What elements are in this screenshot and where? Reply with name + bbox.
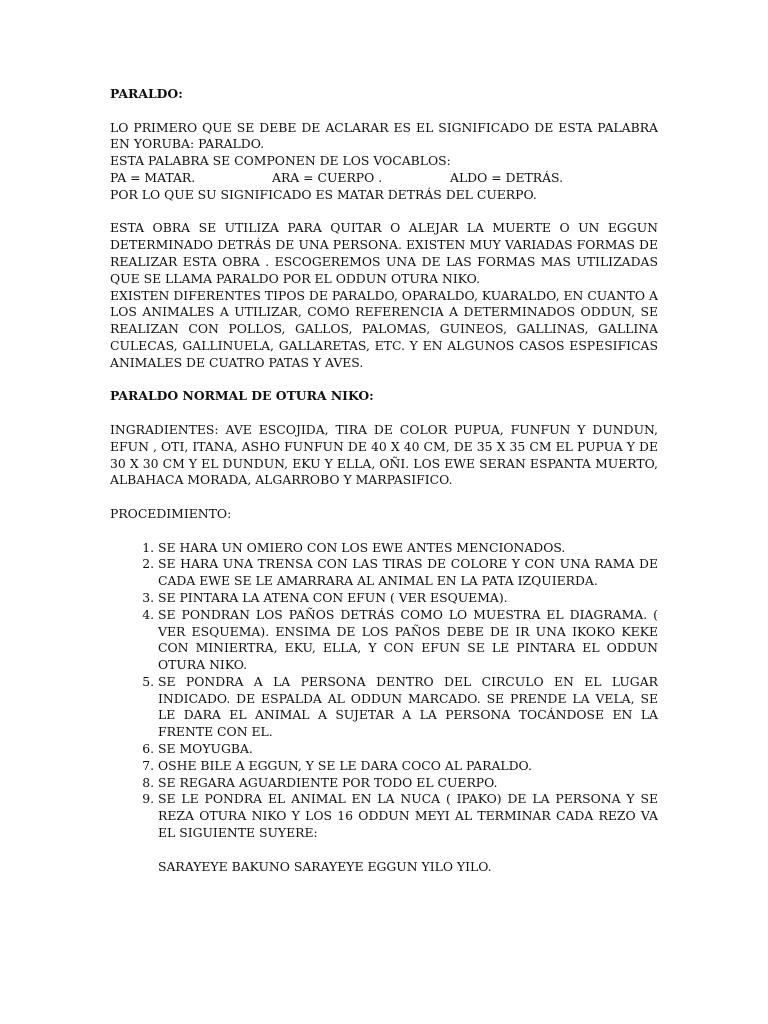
section-heading: PARALDO NORMAL DE OTURA NIKO:: [110, 388, 374, 404]
body-paragraph-2: EXISTEN DIFERENTES TIPOS DE PARALDO, OPARALDO, KUARALDO, EN CUANTO A LOS ANIMALES A UTILIZAR, COMO REFERENCIA A DETERMINADOS ODDUN, SE REALIZAN CON POLLOS, GALLOS, PALOMAS, GUINEOS, GALLINAS, GALLINA CULECAS, GALLINUELA, GALLARETAS, ETC. Y EN ALGUNOS CASOS ESPESIFICAS ANIMALES DE CUATRO PATAS Y AVES.: [110, 287, 658, 370]
procedure-step: 8. SE REGARA AGUARDIENTE POR TODO EL CUERPO.: [158, 775, 658, 792]
meaning-paragraph: POR LO QUE SU SIGNIFICADO ES MATAR DETRÁS DEL CUERPO.: [110, 186, 537, 202]
procedure-label: PROCEDIMIENTO:: [110, 505, 232, 521]
page-title: PARALDO:: [110, 86, 183, 101]
spacer: [110, 405, 658, 422]
spacer: [110, 842, 658, 859]
procedure-step: 6. SE MOYUGBA.: [158, 741, 658, 758]
procedure-step: 3. SE PINTARA LA ATENA CON EFUN ( VER ESQUEMA).: [158, 590, 658, 607]
chant-line: SARAYEYE BAKUNO SARAYEYE EGGUN YILO YILO.: [158, 858, 492, 874]
intro-paragraph: LO PRIMERO QUE SE DEBE DE ACLARAR ES EL SIGNIFICADO DE ESTA PALABRA EN YORUBA: PARALDO.: [110, 119, 658, 152]
procedure-step: 2. SE HARA UNA TRENSA CON LAS TIRAS DE COLORE Y CON UNA RAMA DE CADA EWE SE LE AMARRARA AL ANIMAL EN LA PATA IZQUIERDA.: [158, 556, 658, 590]
spacer: [110, 489, 658, 506]
spacer: [110, 523, 658, 540]
vocablo-pa: PA = MATAR.: [110, 169, 196, 185]
spacer: [110, 103, 658, 120]
procedure-step: 1. SE HARA UN OMIERO CON LOS EWE ANTES MENCIONADOS.: [158, 540, 658, 557]
document-page: [110, 86, 658, 875]
procedure-steps-list: [110, 540, 658, 842]
body-paragraph-1: ESTA OBRA SE UTILIZA PARA QUITAR O ALEJAR LA MUERTE O UN EGGUN DETERMINADO DETRÁS DE UNA PERSONA. EXISTEN MUY VARIADAS FORMAS DE REALIZAR ESTA OBRA . ESCOGEREMOS UNA DE LAS FORMAS MAS UTILIZADAS QUE SE LLAMA PARALDO POR EL ODDUN OTURA NIKO.: [110, 220, 658, 286]
intro-vocablos-line: ESTA PALABRA SE COMPONEN DE LOS VOCABLOS:: [110, 153, 451, 169]
procedure-step: 4. SE PONDRAN LOS PAÑOS DETRÁS COMO LO MUESTRA EL DIAGRAMA. ( VER ESQUEMA). ENSIMA DE LOS PAÑOS DEBE DE IR UNA IKOKO KEKE CON MINIERTRA, EKU, ELLA, Y CON EFUN SE LE PINTARA EL ODDUN OTURA NIKO.: [158, 607, 658, 674]
vocablos-row: [110, 170, 658, 187]
procedure-step: 7. OSHE BILE A EGGUN, Y SE LE DARA COCO AL PARALDO.: [158, 758, 658, 775]
vocablo-aldo: ALDO = DETRÁS.: [450, 169, 564, 185]
procedure-step: 5. SE PONDRA A LA PERSONA DENTRO DEL CIRCULO EN EL LUGAR INDICADO. DE ESPALDA AL ODDUN MARCADO. SE PRENDE LA VELA, SE LE DARA EL ANIMAL A SUJETAR A LA PERSONA TOCÁNDOSE EN LA FRENTE CON EL.: [158, 674, 658, 741]
ingredients-paragraph: INGRADIENTES: AVE ESCOJIDA, TIRA DE COLOR PUPUA, FUNFUN Y DUNDUN, EFUN , OTI, ITANA, ASHO FUNFUN DE 40 X 40 CM, DE 35 X 35 CM EL PUPUA Y DE 30 X 30 CM Y EL DUNDUN, EKU Y ELLA, OÑI. LOS EWE SERAN ESPANTA MUERTO, ALBAHACA MORADA, ALGARROBO Y MARPASIFICO.: [110, 421, 658, 488]
procedure-step: 9. SE LE PONDRA EL ANIMAL EN LA NUCA ( IPAKO) DE LA PERSONA Y SE REZA OTURA NIKO Y LOS 16 ODDUN MEYI AL TERMINAR CADA REZO VA EL SIGUIENTE SUYERE:: [158, 791, 658, 841]
spacer: [110, 372, 658, 389]
spacer: [110, 204, 658, 221]
vocablo-ara: ARA = CUERPO .: [272, 169, 383, 185]
